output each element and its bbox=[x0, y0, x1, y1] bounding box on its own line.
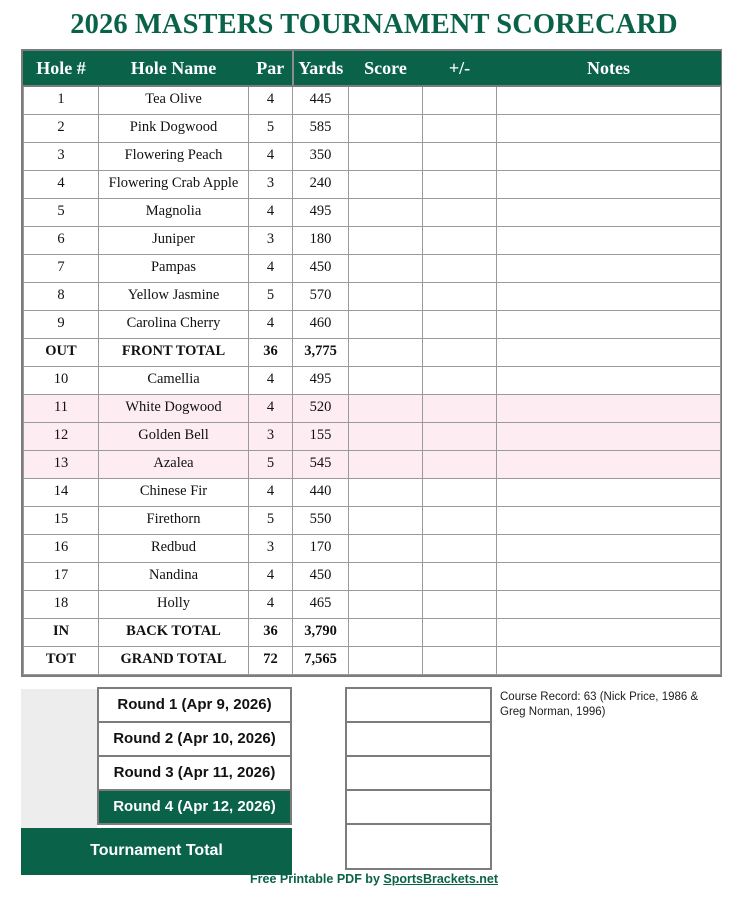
cell-notes[interactable] bbox=[497, 226, 721, 254]
cell-plus-minus[interactable] bbox=[423, 142, 497, 170]
cell-notes[interactable] bbox=[497, 338, 721, 366]
cell-hole-name: Firethorn bbox=[99, 506, 249, 534]
table-row bbox=[24, 338, 721, 366]
cell-yards: 180 bbox=[293, 226, 349, 254]
cell-yards: 170 bbox=[293, 534, 349, 562]
cell-yards: 445 bbox=[293, 86, 349, 115]
cell-score[interactable] bbox=[349, 198, 423, 226]
table-row bbox=[24, 478, 721, 506]
cell-notes[interactable] bbox=[497, 366, 721, 394]
cell-hole-number: 9 bbox=[24, 310, 99, 338]
cell-score[interactable] bbox=[349, 478, 423, 506]
cell-plus-minus[interactable] bbox=[423, 478, 497, 506]
cell-yards: 495 bbox=[293, 198, 349, 226]
cell-par: 5 bbox=[249, 506, 293, 534]
cell-hole-number: 18 bbox=[24, 590, 99, 618]
cell-hole-number: 15 bbox=[24, 506, 99, 534]
cell-score[interactable] bbox=[349, 534, 423, 562]
table-row bbox=[24, 310, 721, 338]
cell-par: 36 bbox=[249, 338, 293, 366]
column-header-hole-name: Hole Name bbox=[99, 51, 249, 86]
cell-hole-name: Juniper bbox=[99, 226, 249, 254]
footer-prefix-text: Free Printable PDF by bbox=[250, 872, 384, 886]
cell-par: 5 bbox=[249, 114, 293, 142]
cell-yards: 545 bbox=[293, 450, 349, 478]
cell-plus-minus[interactable] bbox=[423, 282, 497, 310]
cell-par: 3 bbox=[249, 534, 293, 562]
cell-plus-minus[interactable] bbox=[423, 310, 497, 338]
cell-hole-number: IN bbox=[24, 618, 99, 646]
cell-hole-number: OUT bbox=[24, 338, 99, 366]
cell-par: 4 bbox=[249, 142, 293, 170]
cell-hole-name: Pink Dogwood bbox=[99, 114, 249, 142]
cell-plus-minus[interactable] bbox=[423, 618, 497, 646]
cell-score[interactable] bbox=[349, 86, 423, 115]
table-row bbox=[24, 394, 721, 422]
cell-hole-name: Yellow Jasmine bbox=[99, 282, 249, 310]
cell-plus-minus[interactable] bbox=[423, 394, 497, 422]
cell-hole-number: 12 bbox=[24, 422, 99, 450]
cell-hole-number: 1 bbox=[24, 86, 99, 115]
scorecard-table bbox=[23, 51, 721, 675]
cell-hole-name: GRAND TOTAL bbox=[99, 646, 249, 674]
column-header-notes: Notes bbox=[497, 51, 721, 86]
cell-hole-name: Holly bbox=[99, 590, 249, 618]
cell-par: 4 bbox=[249, 310, 293, 338]
table-row bbox=[24, 534, 721, 562]
scorecard-table-wrapper bbox=[21, 49, 722, 677]
scorecard-body bbox=[24, 86, 721, 675]
cell-par: 3 bbox=[249, 422, 293, 450]
cell-par: 4 bbox=[249, 86, 293, 115]
cell-plus-minus[interactable] bbox=[423, 338, 497, 366]
cell-hole-name: Carolina Cherry bbox=[99, 310, 249, 338]
table-row bbox=[24, 142, 721, 170]
cell-yards: 450 bbox=[293, 254, 349, 282]
cell-plus-minus[interactable] bbox=[423, 198, 497, 226]
cell-score[interactable] bbox=[349, 170, 423, 198]
scorecard-header bbox=[24, 51, 721, 86]
cell-score[interactable] bbox=[349, 310, 423, 338]
cell-hole-number: 11 bbox=[24, 394, 99, 422]
round-score-box-2[interactable] bbox=[345, 721, 492, 757]
cell-yards: 520 bbox=[293, 394, 349, 422]
cell-score[interactable] bbox=[349, 450, 423, 478]
cell-par: 72 bbox=[249, 646, 293, 674]
cell-score[interactable] bbox=[349, 366, 423, 394]
cell-yards: 550 bbox=[293, 506, 349, 534]
column-header-plus-minus: +/- bbox=[423, 51, 497, 86]
cell-plus-minus[interactable] bbox=[423, 254, 497, 282]
round-score-box-4[interactable] bbox=[345, 789, 492, 825]
sportsbrackets-link[interactable]: SportsBrackets.net bbox=[383, 872, 498, 886]
cell-hole-number: 17 bbox=[24, 562, 99, 590]
rounds-section bbox=[21, 687, 722, 877]
cell-plus-minus[interactable] bbox=[423, 590, 497, 618]
cell-score[interactable] bbox=[349, 114, 423, 142]
cell-notes[interactable] bbox=[497, 394, 721, 422]
cell-notes[interactable] bbox=[497, 114, 721, 142]
cell-hole-number: 5 bbox=[24, 198, 99, 226]
cell-score[interactable] bbox=[349, 282, 423, 310]
cell-hole-name: Pampas bbox=[99, 254, 249, 282]
cell-par: 3 bbox=[249, 170, 293, 198]
table-row bbox=[24, 562, 721, 590]
cell-plus-minus[interactable] bbox=[423, 422, 497, 450]
cell-notes[interactable] bbox=[497, 310, 721, 338]
cell-score[interactable] bbox=[349, 226, 423, 254]
table-row bbox=[24, 254, 721, 282]
cell-yards: 460 bbox=[293, 310, 349, 338]
cell-score[interactable] bbox=[349, 646, 423, 674]
cell-par: 4 bbox=[249, 562, 293, 590]
cell-yards: 585 bbox=[293, 114, 349, 142]
cell-hole-name: BACK TOTAL bbox=[99, 618, 249, 646]
cell-score[interactable] bbox=[349, 338, 423, 366]
round-label-4[interactable]: Round 4 (Apr 12, 2026) bbox=[97, 789, 292, 825]
cell-score[interactable] bbox=[349, 618, 423, 646]
cell-plus-minus[interactable] bbox=[423, 170, 497, 198]
cell-score[interactable] bbox=[349, 142, 423, 170]
cell-yards: 350 bbox=[293, 142, 349, 170]
cell-yards: 240 bbox=[293, 170, 349, 198]
cell-notes[interactable] bbox=[497, 198, 721, 226]
cell-par: 5 bbox=[249, 450, 293, 478]
cell-score[interactable] bbox=[349, 254, 423, 282]
cell-hole-number: 3 bbox=[24, 142, 99, 170]
table-row bbox=[24, 646, 721, 674]
cell-yards: 3,790 bbox=[293, 618, 349, 646]
table-row bbox=[24, 590, 721, 618]
cell-hole-name: Camellia bbox=[99, 366, 249, 394]
cell-plus-minus[interactable] bbox=[423, 646, 497, 674]
cell-notes[interactable] bbox=[497, 86, 721, 115]
cell-plus-minus[interactable] bbox=[423, 86, 497, 115]
cell-hole-name: Chinese Fir bbox=[99, 478, 249, 506]
cell-hole-name: Azalea bbox=[99, 450, 249, 478]
cell-yards: 440 bbox=[293, 478, 349, 506]
cell-notes[interactable] bbox=[497, 478, 721, 506]
table-row bbox=[24, 506, 721, 534]
cell-plus-minus[interactable] bbox=[423, 450, 497, 478]
cell-hole-number: 13 bbox=[24, 450, 99, 478]
cell-notes[interactable] bbox=[497, 590, 721, 618]
round-label-3[interactable]: Round 3 (Apr 11, 2026) bbox=[97, 755, 292, 791]
round-label-1[interactable]: Round 1 (Apr 9, 2026) bbox=[97, 687, 292, 723]
cell-hole-name: Flowering Peach bbox=[99, 142, 249, 170]
cell-score[interactable] bbox=[349, 590, 423, 618]
cell-notes[interactable] bbox=[497, 282, 721, 310]
column-header-par: Par bbox=[249, 51, 293, 86]
table-row bbox=[24, 170, 721, 198]
cell-yards: 7,565 bbox=[293, 646, 349, 674]
cell-hole-number: 14 bbox=[24, 478, 99, 506]
cell-score[interactable] bbox=[349, 506, 423, 534]
round-score-box-3[interactable] bbox=[345, 755, 492, 791]
round-label-2[interactable]: Round 2 (Apr 10, 2026) bbox=[97, 721, 292, 757]
cell-notes[interactable] bbox=[497, 618, 721, 646]
cell-hole-name: Golden Bell bbox=[99, 422, 249, 450]
cell-notes[interactable] bbox=[497, 534, 721, 562]
table-row bbox=[24, 282, 721, 310]
cell-yards: 495 bbox=[293, 366, 349, 394]
cell-yards: 465 bbox=[293, 590, 349, 618]
cell-hole-name: White Dogwood bbox=[99, 394, 249, 422]
cell-notes[interactable] bbox=[497, 422, 721, 450]
tournament-total-score-box[interactable] bbox=[345, 823, 492, 870]
table-row bbox=[24, 450, 721, 478]
cell-hole-number: 6 bbox=[24, 226, 99, 254]
table-row bbox=[24, 226, 721, 254]
cell-plus-minus[interactable] bbox=[423, 534, 497, 562]
cell-score[interactable] bbox=[349, 422, 423, 450]
cell-score[interactable] bbox=[349, 562, 423, 590]
cell-notes[interactable] bbox=[497, 646, 721, 674]
column-header-hole-number: Hole # bbox=[24, 51, 99, 86]
column-header-yards: Yards bbox=[293, 51, 349, 86]
tournament-total-label: Tournament Total bbox=[21, 828, 292, 875]
cell-hole-number: 8 bbox=[24, 282, 99, 310]
cell-par: 4 bbox=[249, 198, 293, 226]
cell-hole-number: 7 bbox=[24, 254, 99, 282]
cell-notes[interactable] bbox=[497, 254, 721, 282]
cell-yards: 570 bbox=[293, 282, 349, 310]
footer bbox=[0, 872, 748, 886]
page-title: 2026 MASTERS TOURNAMENT SCORECARD bbox=[70, 9, 678, 40]
column-header-score: Score bbox=[349, 51, 423, 86]
cell-hole-number: 10 bbox=[24, 366, 99, 394]
table-row bbox=[24, 618, 721, 646]
cell-par: 4 bbox=[249, 366, 293, 394]
cell-par: 5 bbox=[249, 282, 293, 310]
scorecard-header-row bbox=[24, 51, 721, 86]
cell-score[interactable] bbox=[349, 394, 423, 422]
table-row bbox=[24, 114, 721, 142]
cell-hole-name: Tea Olive bbox=[99, 86, 249, 115]
cell-hole-number: TOT bbox=[24, 646, 99, 674]
cell-notes[interactable] bbox=[497, 450, 721, 478]
cell-plus-minus[interactable] bbox=[423, 506, 497, 534]
cell-notes[interactable] bbox=[497, 562, 721, 590]
table-row bbox=[24, 198, 721, 226]
cell-hole-name: Redbud bbox=[99, 534, 249, 562]
round-score-box-1[interactable] bbox=[345, 687, 492, 723]
cell-par: 4 bbox=[249, 478, 293, 506]
cell-par: 4 bbox=[249, 254, 293, 282]
cell-notes[interactable] bbox=[497, 170, 721, 198]
cell-yards: 450 bbox=[293, 562, 349, 590]
cell-hole-number: 16 bbox=[24, 534, 99, 562]
cell-hole-number: 4 bbox=[24, 170, 99, 198]
rounds-gutter-block bbox=[21, 689, 97, 828]
round-labels-column bbox=[97, 687, 292, 825]
table-row bbox=[24, 86, 721, 115]
cell-notes[interactable] bbox=[497, 506, 721, 534]
cell-hole-name: Nandina bbox=[99, 562, 249, 590]
cell-hole-number: 2 bbox=[24, 114, 99, 142]
cell-par: 36 bbox=[249, 618, 293, 646]
cell-plus-minus[interactable] bbox=[423, 114, 497, 142]
cell-plus-minus[interactable] bbox=[423, 226, 497, 254]
cell-yards: 3,775 bbox=[293, 338, 349, 366]
cell-yards: 155 bbox=[293, 422, 349, 450]
cell-plus-minus[interactable] bbox=[423, 366, 497, 394]
table-row bbox=[24, 366, 721, 394]
cell-par: 4 bbox=[249, 394, 293, 422]
cell-hole-name: FRONT TOTAL bbox=[99, 338, 249, 366]
cell-notes[interactable] bbox=[497, 142, 721, 170]
course-record-note: Course Record: 63 (Nick Price, 1986 & Greg Norman, 1996) bbox=[500, 690, 699, 719]
cell-par: 3 bbox=[249, 226, 293, 254]
cell-hole-name: Magnolia bbox=[99, 198, 249, 226]
cell-plus-minus[interactable] bbox=[423, 562, 497, 590]
round-score-boxes-column bbox=[345, 687, 492, 870]
cell-hole-name: Flowering Crab Apple bbox=[99, 170, 249, 198]
table-row bbox=[24, 422, 721, 450]
cell-par: 4 bbox=[249, 590, 293, 618]
